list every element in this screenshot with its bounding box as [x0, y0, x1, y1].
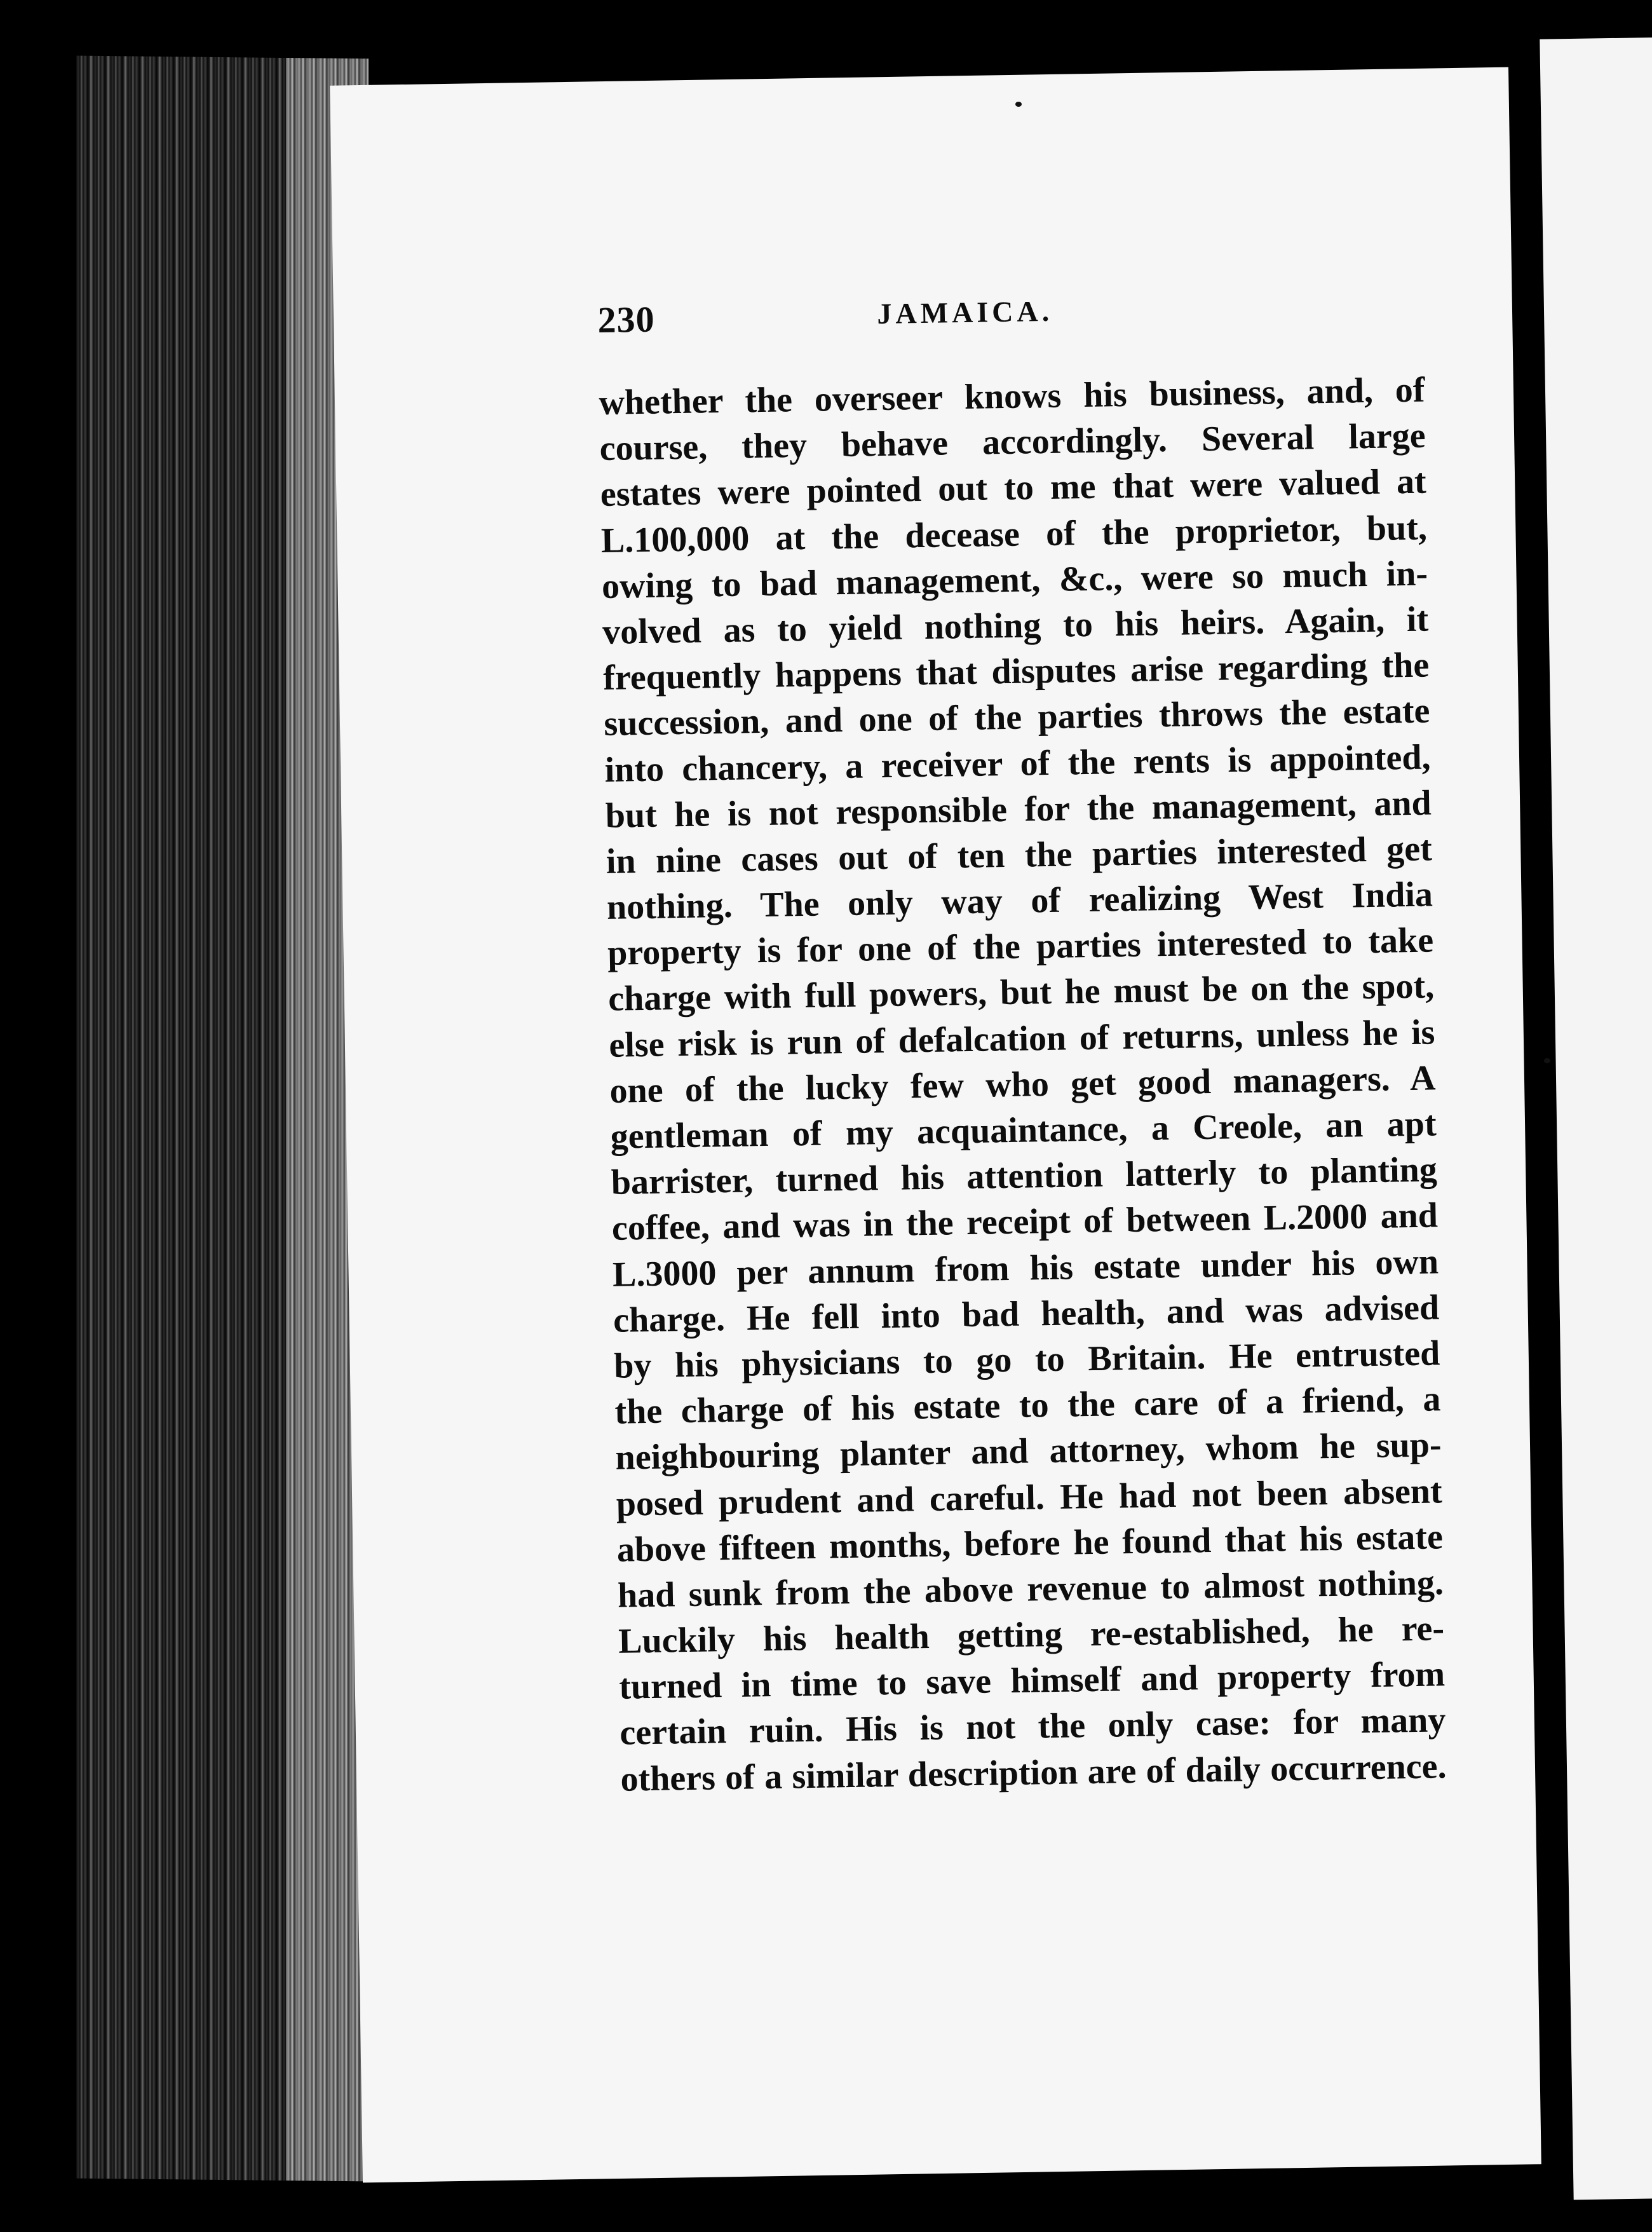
text-line: course, they behave accordingly. Several large — [599, 416, 1426, 469]
text-line: by his physicians to go to Britain. He entrusted — [613, 1333, 1440, 1386]
book-page-edges — [76, 56, 369, 2182]
text-line: else risk is run of defalcation of returns, unless he is — [608, 1012, 1435, 1065]
text-line: coffee, and was in the receipt of between L.2000 and — [611, 1195, 1439, 1249]
text-line: volved as to yield nothing to his heirs. Again, it — [602, 599, 1429, 652]
text-line: charge with full powers, but he must be on the spot, — [607, 966, 1435, 1019]
text-line: neighbouring planter and attorney, whom he sup- — [615, 1425, 1442, 1478]
text-line: posed prudent and careful. He had not been absent — [616, 1471, 1443, 1524]
text-line: one of the lucky few who get good managers. A — [609, 1058, 1436, 1111]
text-line: turned in time to save himself and property from — [618, 1654, 1446, 1707]
running-title: JAMAICA. — [877, 294, 1053, 330]
print-speck — [1015, 102, 1022, 107]
text-line: in nine cases out of ten the parties interested get — [606, 829, 1433, 881]
body-text — [599, 367, 1447, 1802]
text-line: but he is not responsible for the management, and — [605, 783, 1432, 836]
text-line: others of a similar description are of daily occurrence. — [620, 1746, 1447, 1799]
text-line: the charge of his estate to the care of a friend, a — [614, 1379, 1441, 1432]
text-line: barrister, turned his attention latterly to planting — [611, 1150, 1438, 1203]
text-line: nothing. The only way of realizing West India — [606, 874, 1433, 927]
text-line: into chancery, a receiver of the rents is appointed, — [604, 737, 1431, 790]
text-line: property is for one of the parties interested to take — [607, 920, 1434, 974]
text-line: estates were pointed out to me that were valued at — [600, 461, 1427, 515]
page-content — [597, 286, 1447, 1802]
text-line: L.100,000 at the decease of the proprietor, but, — [600, 508, 1428, 561]
text-line: whether the overseer knows his business, and, of — [599, 370, 1425, 423]
text-line: succession, and one of the parties throws the estate — [604, 691, 1430, 744]
text-line: L.3000 per annum from his estate under his own — [612, 1241, 1439, 1295]
text-line: above fifteen months, before he found that his estate — [616, 1517, 1444, 1570]
text-line: Luckily his health getting re-established, he re- — [618, 1609, 1445, 1661]
text-line: frequently happens that disputes arise regarding the — [602, 645, 1430, 698]
text-line: certain ruin. His is not the only case: for many — [619, 1700, 1446, 1753]
text-line: charge. He fell into bad health, and was advised — [613, 1288, 1440, 1340]
print-speck — [1544, 1058, 1550, 1063]
text-line: owing to bad management, &c., were so much in- — [601, 554, 1428, 606]
text-line: gentleman of my acquaintance, a Creole, an apt — [610, 1104, 1437, 1157]
page-number: 230 — [597, 298, 656, 341]
text-line: had sunk from the above revenue to almost nothing. — [617, 1563, 1444, 1616]
